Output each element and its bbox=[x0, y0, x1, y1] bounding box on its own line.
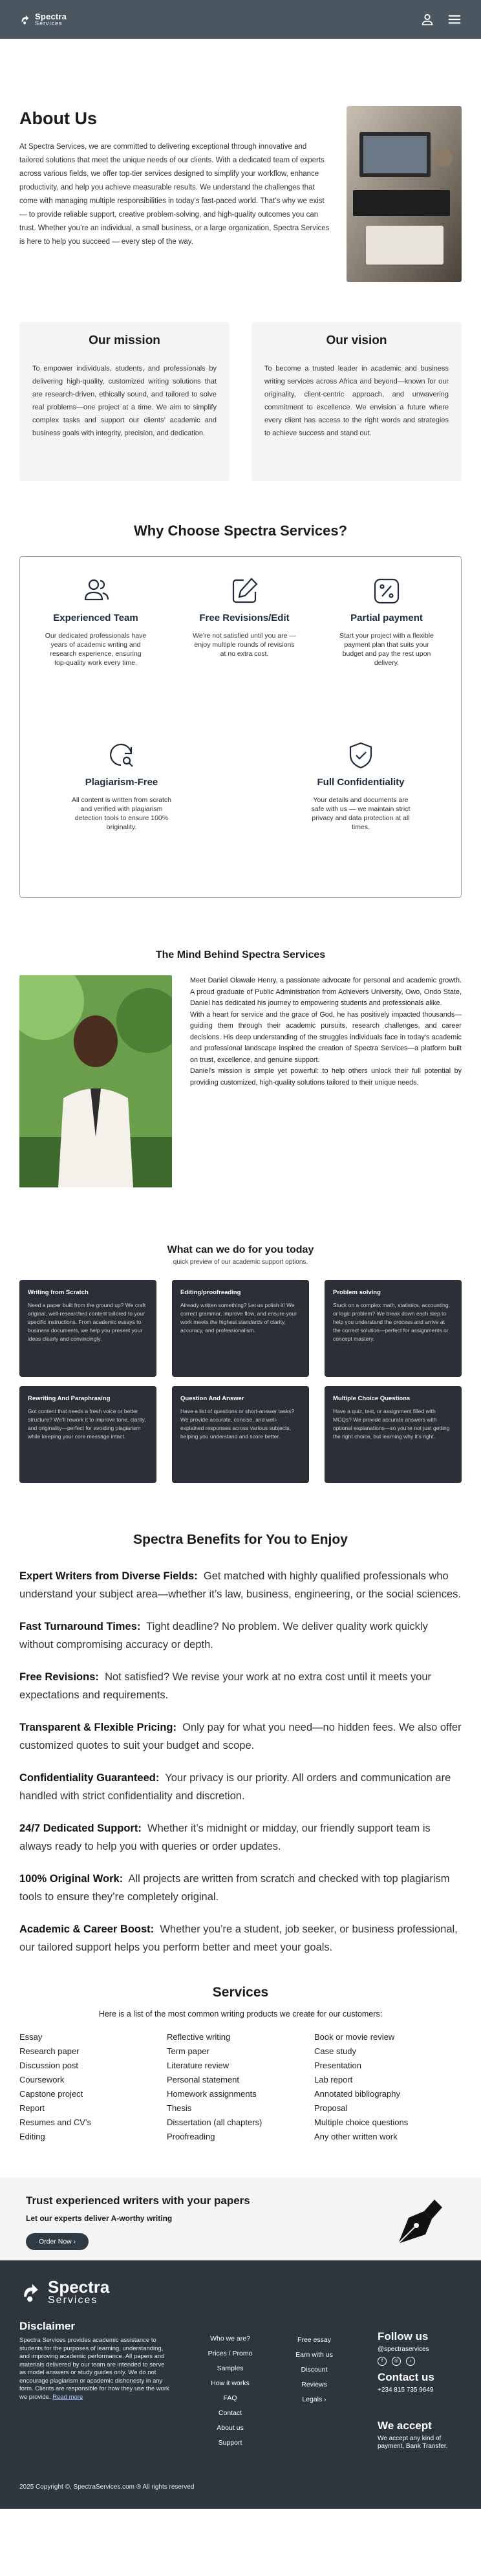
footer-link[interactable]: Earn with us bbox=[295, 2351, 333, 2359]
disclaimer-body: Spectra Services provides academic assistance to students for the purposes of learning, understanding, and improving academic performance. All papers and materials delivered by our team are intended to serve as model answers or study guides only. bbox=[19, 2337, 165, 2376]
service-item: Reflective writing bbox=[167, 2032, 231, 2042]
service-card[interactable] bbox=[172, 1280, 309, 1377]
features-box bbox=[19, 556, 462, 898]
why-title: Why Choose Spectra Services? bbox=[133, 523, 348, 539]
benefit-text: Whether it’s midnight or midday, our friendly support team is always ready to help you with queries or order updates. bbox=[19, 1823, 431, 1852]
pen-nib-icon bbox=[387, 2192, 445, 2250]
services-grid bbox=[0, 2030, 481, 2144]
cta-banner bbox=[0, 2178, 481, 2260]
footer-logo[interactable] bbox=[19, 2278, 462, 2306]
benefit-text: Not satisfied? We revise your work at no extra cost until it meets your expectations and requirements. bbox=[19, 1671, 432, 1701]
service-item: Term paper bbox=[167, 2046, 209, 2056]
service-item: Personal statement bbox=[167, 2075, 240, 2084]
accept-body: We accept any kind of payment, Bank Transfer. bbox=[378, 2435, 448, 2450]
feature-body: All content is written from scratch and verified with plagiarism detection tools to ensure 100% originality. bbox=[71, 796, 172, 831]
card-body: Already written something? Let us polish it! We correct grammar, improve flow, and ensure your work meets the highest standards of clarity, accuracy, and professionalism. bbox=[180, 1302, 297, 1334]
card-title: Problem solving bbox=[333, 1289, 381, 1296]
percent-icon bbox=[370, 575, 403, 607]
feature-title: Full Confidentiality bbox=[317, 777, 405, 788]
shield-check-icon bbox=[345, 739, 377, 772]
service-item: Literature review bbox=[167, 2061, 230, 2070]
vision-card bbox=[251, 322, 462, 481]
benefit-label: 100% Original Work: bbox=[19, 1873, 123, 1885]
edit-icon bbox=[228, 575, 261, 607]
service-item: Dissertation (all chapters) bbox=[167, 2117, 262, 2127]
feature-title: Free Revisions/Edit bbox=[199, 612, 290, 623]
benefit-label: Confidentiality Guaranteed: bbox=[19, 1772, 160, 1784]
card-title: Writing from Scratch bbox=[28, 1289, 89, 1296]
feature-experienced-team bbox=[34, 575, 157, 667]
founder-bio-2: With a heart for service and the grace of God, he has positively impacted thousands—guiding them through their academic pursuits, research challenges, and career decisions. His deep understanding of the struggles individuals face in today’s academic and professional landscape inspired the creation of Spectra Services—a platform built on trust, excellence, and genuine support. bbox=[190, 1010, 462, 1064]
card-title: Multiple Choice Questions bbox=[333, 1395, 411, 1402]
service-card[interactable] bbox=[325, 1386, 462, 1483]
follow-title: Follow us bbox=[378, 2330, 429, 2343]
vision-body: To become a trusted leader in academic and business writing services across Africa and beyond—known for our originality, client-centric approach, and unwavering commitment to excellence. We envision a future where every client has access to the right words and strategies to achieve success and stand out. bbox=[264, 365, 449, 437]
founder-bio-3: Daniel’s mission is simple yet powerful: to help others unlock their full potential by providing customized, high-quality solutions tailored to their unique needs. bbox=[190, 1067, 462, 1087]
service-item: Capstone project bbox=[19, 2089, 83, 2099]
feature-partial-payment bbox=[325, 575, 448, 667]
social-handle: @spectraservices bbox=[378, 2346, 429, 2353]
benefit-label: Expert Writers from Diverse Fields: bbox=[19, 1570, 198, 1582]
card-body: Got content that needs a fresh voice or better structure? We’ll rework it to improve tone, clarity, and originality—perfect for avoiding plagiarism while keeping your core message intact. bbox=[28, 1408, 146, 1440]
service-item: Research paper bbox=[19, 2046, 80, 2056]
feature-title: Experienced Team bbox=[53, 612, 138, 623]
feature-title: Partial payment bbox=[350, 612, 423, 623]
founder-section bbox=[0, 975, 481, 1187]
brand-name: Spectra bbox=[35, 12, 67, 21]
about-image bbox=[347, 106, 462, 282]
card-title: Rewriting And Paraphrasing bbox=[28, 1395, 111, 1402]
service-item: Any other written work bbox=[314, 2132, 398, 2141]
service-item: Essay bbox=[19, 2032, 43, 2042]
benefit-item bbox=[19, 1618, 462, 1654]
brand-subname: Services bbox=[35, 20, 63, 27]
benefit-text: All projects are written from scratch and checked with top plagiarism tools to ensure they’re completely original. bbox=[19, 1873, 450, 1903]
mission-card bbox=[19, 322, 230, 481]
order-now-button[interactable]: Order Now › bbox=[26, 2233, 89, 2250]
footer-link[interactable]: Contact bbox=[218, 2409, 242, 2417]
card-body: Have a list of questions or short-answer tasks? We provide accurate, concise, and well-explained responses across various subjects, helping you understand and score better. bbox=[180, 1408, 295, 1440]
service-item: Discussion post bbox=[19, 2061, 79, 2070]
benefit-item bbox=[19, 1718, 462, 1755]
footer-brand-name: Spectra bbox=[48, 2277, 110, 2297]
social-icons bbox=[378, 2357, 468, 2366]
service-item: Case study bbox=[314, 2046, 357, 2056]
card-body: Have a quiz, test, or assignment filled with MCQs? We provide accurate answers with optional explanations—so you’re not just getting the right choice, but learning why it’s right. bbox=[333, 1408, 450, 1440]
benefits-list bbox=[0, 1567, 481, 1956]
footer-link[interactable]: Samples bbox=[217, 2365, 244, 2372]
benefits-title: Spectra Benefits for You to Enjoy bbox=[133, 1532, 348, 1547]
about-title: About Us bbox=[19, 109, 97, 128]
user-icon[interactable] bbox=[420, 12, 434, 27]
tiktok-icon[interactable]: ♪ bbox=[406, 2357, 415, 2366]
read-more-link[interactable]: Read more bbox=[52, 2393, 83, 2401]
mission-body: To empower individuals, students, and professionals by delivering high-quality, customized writing solutions that are research-driven, ethically sound, and tailored to solve real problems—one project at a time. We aim to simplify complex tasks and support our clients’ academic and business goals with integrity, precision, and dedication. bbox=[32, 365, 217, 437]
benefit-text: Get matched with highly qualified professionals who understand your subject area—whether it’s law, business, engineering, or the social sciences. bbox=[19, 1570, 461, 1600]
vision-title: Our vision bbox=[326, 334, 387, 347]
benefit-label: Fast Turnaround Times: bbox=[19, 1621, 141, 1632]
service-cards bbox=[0, 1280, 481, 1483]
feature-full-confidentiality bbox=[299, 739, 422, 832]
benefit-label: Academic & Career Boost: bbox=[19, 1923, 155, 1935]
services-column bbox=[167, 2030, 314, 2144]
benefit-label: Transparent & Flexible Pricing: bbox=[19, 1722, 176, 1733]
feature-free-revisions bbox=[183, 575, 306, 658]
footer-link[interactable]: Reviews bbox=[301, 2381, 327, 2388]
accept-title: We accept bbox=[378, 2419, 432, 2432]
footer-link[interactable]: Free essay bbox=[297, 2336, 331, 2344]
services-column bbox=[314, 2030, 462, 2144]
logo-icon bbox=[19, 14, 31, 25]
service-item: Annotated bibliography bbox=[314, 2089, 400, 2099]
service-card[interactable] bbox=[19, 1386, 156, 1483]
services-subtitle: Here is a list of the most common writing products we create for our customers: bbox=[98, 2009, 383, 2019]
footer-link[interactable]: About us bbox=[217, 2424, 244, 2432]
mind-title: The Mind Behind Spectra Services bbox=[155, 949, 326, 960]
benefit-item bbox=[19, 1920, 462, 1956]
services-column bbox=[19, 2030, 167, 2144]
benefit-item bbox=[19, 1668, 462, 1704]
disclaimer-body-2: We do not encourage plagiarism or academic dishonesty in any form. Clients are responsible for how they use the work we provide. bbox=[19, 2369, 169, 2401]
benefit-item bbox=[19, 1567, 462, 1603]
disclaimer-text bbox=[19, 2337, 172, 2401]
footer bbox=[0, 2260, 481, 2509]
footer-link[interactable]: FAQ bbox=[223, 2394, 237, 2402]
contact-title: Contact us bbox=[378, 2371, 434, 2383]
benefit-item bbox=[19, 1819, 462, 1856]
refresh-search-icon bbox=[105, 739, 138, 772]
founder-bio-1: Meet Daniel Olawale Henry, a passionate advocate for personal and academic growth. A proud graduate of Public Administration from Achievers University, Owo, Ondo State, Daniel has dedicated his journey to empowering students and professionals alike. bbox=[190, 977, 462, 1007]
feature-body: Start your project with a flexible payment plan that suits your budget and pay the rest upon delivery. bbox=[339, 632, 434, 667]
service-item: Lab report bbox=[314, 2075, 353, 2084]
feature-title: Plagiarism-Free bbox=[85, 777, 158, 788]
disclaimer-title: Disclaimer bbox=[19, 2320, 75, 2332]
service-item: Resumes and CV’s bbox=[19, 2117, 92, 2127]
card-body: Need a paper built from the ground up? We craft original, well-researched content tailored to your specific instructions. From academic essays to business documents, we help you present your ideas clearly and convincingly. bbox=[28, 1302, 146, 1342]
footer-link[interactable]: Legals › bbox=[302, 2396, 326, 2403]
footer-link[interactable]: Who we are? bbox=[210, 2335, 250, 2343]
feature-body: Your details and documents are safe with us — we maintain strict privacy and data protection at all times. bbox=[311, 796, 411, 831]
about-section bbox=[0, 39, 481, 308]
mission-vision-section bbox=[0, 308, 481, 481]
service-item: Presentation bbox=[314, 2061, 361, 2070]
benefit-item bbox=[19, 1870, 462, 1906]
benefit-text: Your privacy is our priority. All orders and communication are handled with strict confidentiality and discretion. bbox=[19, 1772, 451, 1802]
service-item: Editing bbox=[19, 2132, 45, 2141]
service-item: Thesis bbox=[167, 2103, 192, 2113]
feature-body: Our dedicated professionals have years of academic writing and research experience, ensuring top-quality work every time. bbox=[45, 632, 147, 667]
service-item: Multiple choice questions bbox=[314, 2117, 409, 2127]
footer-links-1 bbox=[199, 2332, 261, 2451]
benefit-text: Whether you’re a student, job seeker, or business professional, our tailored support helps you perform better and meet your goals. bbox=[19, 1923, 458, 1953]
logo-icon bbox=[19, 2280, 43, 2304]
services-title: Services bbox=[212, 1985, 269, 2000]
service-item: Report bbox=[19, 2103, 45, 2113]
card-title: Editing/proofreading bbox=[180, 1289, 241, 1296]
founder-photo bbox=[19, 975, 172, 1187]
cando-title: What can we do for you today bbox=[167, 1244, 314, 1255]
copyright: 2025 Copyright ©, SpectraServices.com ® All rights reserved bbox=[19, 2484, 195, 2491]
benefit-text: Tight deadline? No problem. We deliver quality work quickly without compromising accuracy or depth. bbox=[19, 1621, 428, 1651]
service-card[interactable] bbox=[19, 1280, 156, 1377]
footer-contact bbox=[378, 2330, 468, 2451]
menu-icon[interactable] bbox=[447, 12, 462, 27]
team-icon bbox=[80, 575, 112, 607]
card-body: Stuck on a complex math, statistics, accounting, or logic problem? We break down each step to help you understand the process and arrive at the correct solution—perfect for assignments or concept mastery. bbox=[333, 1302, 450, 1342]
benefit-label: Free Revisions: bbox=[19, 1671, 99, 1683]
footer-link[interactable]: Support bbox=[218, 2439, 242, 2447]
cando-subtitle: quick preview of our academic support options. bbox=[173, 1259, 308, 1266]
footer-link[interactable]: How it works bbox=[211, 2379, 250, 2387]
mission-title: Our mission bbox=[89, 334, 160, 347]
facebook-icon[interactable]: f bbox=[378, 2357, 387, 2366]
card-title: Question And Answer bbox=[180, 1395, 244, 1402]
benefit-text: Only pay for what you need—no hidden fees. We also offer customized quotes to suit your budget and scope. bbox=[19, 1722, 462, 1751]
service-item: Coursework bbox=[19, 2075, 65, 2084]
instagram-icon[interactable]: ◎ bbox=[392, 2357, 401, 2366]
top-navbar bbox=[0, 0, 481, 39]
about-body: At Spectra Services, we are committed to delivering exceptional through innovative and tailored solutions that meet the unique needs of our clients. With a dedicated team of experts across various fields, we offer top-tier services designed to simplify your workflow, enhance productivity, and help you achieve measurable results. We understand the challenges that come with managing multiple responsibilities in today’s fast-paced world. That’s why we exist — to provide reliable support, creative problem-solving, and high-quality outcomes you can trust. Whether you’re an individual, a small business, or a large organization, Spectra Services is here to help you succeed — every step of the way. bbox=[19, 143, 330, 246]
service-card[interactable] bbox=[325, 1280, 462, 1377]
service-card[interactable] bbox=[172, 1386, 309, 1483]
brand-logo[interactable] bbox=[19, 12, 67, 27]
cta-subtitle: Let our experts deliver A-worthy writing bbox=[26, 2214, 173, 2223]
feature-body: We’re not satisfied until you are — enjoy multiple rounds of revisions at no extra cost. bbox=[193, 632, 296, 658]
benefit-item bbox=[19, 1769, 462, 1805]
cta-title: Trust experienced writers with your papers bbox=[26, 2194, 250, 2207]
footer-links-2 bbox=[284, 2333, 344, 2407]
footer-link[interactable]: Prices / Promo bbox=[208, 2350, 253, 2357]
contact-phone[interactable]: +234 815 735 9649 bbox=[378, 2387, 434, 2394]
footer-link[interactable]: Discount bbox=[301, 2366, 328, 2374]
footer-brand-subname: Services bbox=[48, 2295, 98, 2306]
service-item: Proofreading bbox=[167, 2132, 215, 2141]
service-item: Book or movie review bbox=[314, 2032, 395, 2042]
service-item: Proposal bbox=[314, 2103, 348, 2113]
benefit-label: 24/7 Dedicated Support: bbox=[19, 1823, 142, 1834]
feature-plagiarism-free bbox=[60, 739, 183, 832]
service-item: Homework assignments bbox=[167, 2089, 257, 2099]
